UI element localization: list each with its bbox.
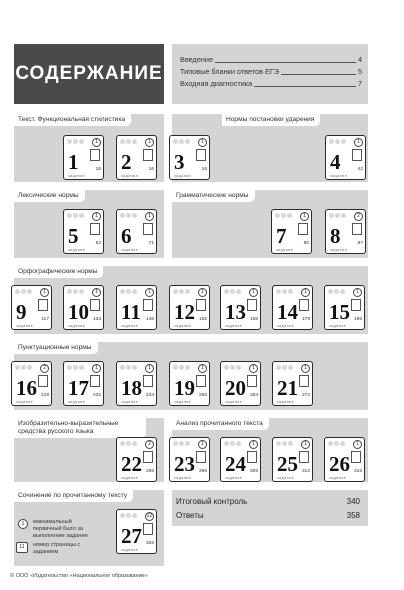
page-icon xyxy=(196,375,206,387)
difficulty-dots xyxy=(224,289,242,294)
max-score-badge: 1 xyxy=(92,138,101,147)
page-icon xyxy=(298,223,308,235)
toc-item[interactable]: Типовые бланки ответов ЕГЭ 5 xyxy=(180,67,362,76)
page-icon xyxy=(196,149,206,161)
task-card-21[interactable] xyxy=(272,361,313,406)
task-number: 26 xyxy=(329,452,350,476)
task-label: задание xyxy=(225,476,243,480)
page-icon xyxy=(299,451,309,463)
page-icon xyxy=(196,451,206,463)
page-number: 52 xyxy=(95,241,101,246)
max-score-badge: 2 xyxy=(40,364,49,373)
toc-item[interactable]: Входная диагностика 7 xyxy=(180,79,362,88)
difficulty-dots xyxy=(120,513,138,518)
task-number: 9 xyxy=(16,300,27,324)
page-icon xyxy=(143,223,153,235)
task-label: задание xyxy=(277,476,295,480)
task-number: 1 xyxy=(68,150,79,174)
intro-toc xyxy=(172,44,368,104)
task-number: 12 xyxy=(174,300,195,324)
difficulty-dots xyxy=(173,365,191,370)
section-title: Орфографические нормы xyxy=(14,266,103,278)
max-score-badge: 2 xyxy=(145,440,154,449)
task-card-27[interactable] xyxy=(116,509,157,554)
task-card-24[interactable] xyxy=(220,437,261,482)
page-icon xyxy=(351,451,361,463)
max-score-badge: 1 xyxy=(198,440,207,449)
task-label: задание xyxy=(329,476,347,480)
difficulty-dots xyxy=(120,441,138,446)
task-number: 10 xyxy=(68,300,89,324)
max-score-badge: 1 xyxy=(145,138,154,147)
difficulty-dots xyxy=(15,289,33,294)
page-number: 244 xyxy=(145,393,154,398)
difficulty-dots xyxy=(328,289,346,294)
page-number: 264 xyxy=(249,393,258,398)
section-title: Грамматические нормы xyxy=(172,190,255,202)
task-number: 2 xyxy=(121,150,132,174)
difficulty-dots xyxy=(224,441,242,446)
max-score-badge: 1 xyxy=(249,288,258,297)
page-number: 305 xyxy=(249,469,258,474)
page-title: СОДЕРЖАНИЕ xyxy=(14,44,164,104)
page-number: 16 xyxy=(148,167,154,172)
difficulty-dots xyxy=(67,289,85,294)
difficulty-dots xyxy=(275,213,293,218)
page-number: 117 xyxy=(41,317,49,322)
task-card-14[interactable] xyxy=(272,285,313,330)
difficulty-dots xyxy=(120,139,138,144)
difficulty-dots xyxy=(329,213,347,218)
task-number: 18 xyxy=(121,376,142,400)
section-title: Текст. Функциональная стилистика xyxy=(14,114,131,126)
page-number: 199 xyxy=(353,317,362,322)
task-card-23[interactable] xyxy=(169,437,210,482)
task-label: задание xyxy=(225,400,243,404)
task-card-15[interactable] xyxy=(324,285,365,330)
max-score-badge: 1 xyxy=(300,212,309,221)
page-number: 285 xyxy=(145,469,154,474)
difficulty-dots xyxy=(173,289,191,294)
difficulty-dots xyxy=(173,139,191,144)
page-number: 272 xyxy=(301,393,310,398)
task-label: задание xyxy=(68,400,86,404)
difficulty-dots xyxy=(120,213,138,218)
max-score-badge: 1 xyxy=(301,364,310,373)
final-item[interactable]: Ответы 358 xyxy=(176,511,360,520)
difficulty-dots xyxy=(276,365,294,370)
task-label: задание xyxy=(16,400,34,404)
max-score-badge: 1 xyxy=(353,288,362,297)
task-label: задание xyxy=(174,400,192,404)
page-icon xyxy=(90,149,100,161)
task-card-6[interactable] xyxy=(116,209,157,254)
task-label: задание xyxy=(277,324,295,328)
page-number: 218 xyxy=(40,393,49,398)
max-score-badge: 1 xyxy=(301,440,310,449)
task-label: задание xyxy=(121,324,139,328)
difficulty-dots xyxy=(276,289,294,294)
final-item[interactable]: Итоговый контроль 340 xyxy=(176,497,360,506)
page-legend-text: номер страницы с заданием xyxy=(33,542,81,555)
max-score-badge: 1 xyxy=(92,288,101,297)
task-number: 22 xyxy=(121,452,142,476)
task-label: задание xyxy=(121,548,139,552)
page-number: 16 xyxy=(201,167,207,172)
page-number: 168 xyxy=(249,317,258,322)
task-label: задание xyxy=(121,400,139,404)
task-label: задание xyxy=(68,324,86,328)
page-icon xyxy=(247,299,257,311)
max-score-badge: 2 xyxy=(354,212,363,221)
task-number: 17 xyxy=(68,376,89,400)
page-icon xyxy=(38,375,48,387)
max-score-badge: 1 xyxy=(354,138,363,147)
page-number: 326 xyxy=(145,541,154,546)
task-number: 5 xyxy=(68,224,79,248)
page-number: 179 xyxy=(301,317,310,322)
page-number: 133 xyxy=(92,317,101,322)
task-label: задание xyxy=(174,324,192,328)
page-number: 319 xyxy=(353,469,362,474)
page-icon xyxy=(247,375,257,387)
task-number: 14 xyxy=(277,300,298,324)
page-number: 97 xyxy=(357,241,363,246)
section-title: Пунктуационные нормы xyxy=(14,342,98,354)
page-icon xyxy=(352,149,362,161)
task-card-3[interactable] xyxy=(169,135,210,180)
task-number: 3 xyxy=(174,150,185,174)
max-score-badge: 1 xyxy=(198,138,207,147)
task-number: 8 xyxy=(330,224,341,248)
section-title: Анализ прочитанного текста xyxy=(172,418,269,430)
page-number: 312 xyxy=(301,469,310,474)
max-score-badge: 1 xyxy=(249,440,258,449)
footer-copyright: © ООО «Издательство «Национальное образование» xyxy=(10,573,148,579)
task-label: задание xyxy=(330,174,348,178)
difficulty-dots xyxy=(120,365,138,370)
task-label: задание xyxy=(16,324,34,328)
badge-legend-icon: 1 xyxy=(18,519,28,529)
task-card-12[interactable] xyxy=(169,285,210,330)
task-card-25[interactable] xyxy=(272,437,313,482)
task-card-22[interactable] xyxy=(116,437,157,482)
task-number: 19 xyxy=(174,376,195,400)
page-icon xyxy=(299,299,309,311)
page-number: 256 xyxy=(198,393,207,398)
max-score-badge: 22 xyxy=(146,513,153,519)
task-number: 21 xyxy=(277,376,298,400)
max-score-badge: 1 xyxy=(249,364,258,373)
task-number: 20 xyxy=(225,376,246,400)
task-label: задание xyxy=(121,476,139,480)
difficulty-dots xyxy=(67,365,85,370)
max-score-badge: 1 xyxy=(353,440,362,449)
task-number: 15 xyxy=(329,300,350,324)
task-label: задание xyxy=(174,174,192,178)
page-number: 16 xyxy=(95,167,101,172)
task-card-18[interactable] xyxy=(116,361,157,406)
task-label: задание xyxy=(68,174,86,178)
task-label: задание xyxy=(277,400,295,404)
max-score-badge: 1 xyxy=(92,212,101,221)
task-card-4[interactable] xyxy=(325,135,366,180)
page-icon xyxy=(143,375,153,387)
page-icon xyxy=(247,451,257,463)
task-number: 7 xyxy=(276,224,287,248)
task-card-5[interactable] xyxy=(63,209,104,254)
task-card-13[interactable] xyxy=(220,285,261,330)
task-card-8[interactable] xyxy=(325,209,366,254)
page-number: 71 xyxy=(148,241,154,246)
max-score-badge: 1 xyxy=(145,364,154,373)
task-card-26[interactable] xyxy=(324,437,365,482)
task-number: 13 xyxy=(225,300,246,324)
task-number: 4 xyxy=(330,150,341,174)
section-title: Сочинение по прочитанному тексту xyxy=(14,490,133,502)
page-icon xyxy=(352,223,362,235)
task-number: 23 xyxy=(174,452,195,476)
max-score-badge: 1 xyxy=(301,288,310,297)
task-card-20[interactable] xyxy=(220,361,261,406)
section-title: Лексические нормы xyxy=(14,190,85,202)
task-card-2[interactable] xyxy=(116,135,157,180)
page-number: 80 xyxy=(303,241,309,246)
section-title: Нормы постановки ударения xyxy=(222,114,320,126)
max-score-badge: 1 xyxy=(40,288,49,297)
task-card-19[interactable] xyxy=(169,361,210,406)
task-card-10[interactable] xyxy=(63,285,104,330)
difficulty-dots xyxy=(276,441,294,446)
page-icon xyxy=(38,299,48,311)
max-score-badge: 1 xyxy=(198,288,207,297)
task-number: 6 xyxy=(121,224,132,248)
page-icon xyxy=(351,299,361,311)
difficulty-dots xyxy=(224,365,242,370)
page-icon xyxy=(143,299,153,311)
difficulty-dots xyxy=(15,365,33,370)
page-legend-icon: 11 xyxy=(16,542,28,553)
task-number: 24 xyxy=(225,452,246,476)
page-icon xyxy=(90,375,100,387)
page-icon xyxy=(196,299,206,311)
page-number: 232 xyxy=(92,393,101,398)
task-number: 27 xyxy=(121,524,142,548)
task-label: задание xyxy=(225,324,243,328)
page-icon xyxy=(143,451,153,463)
difficulty-dots xyxy=(329,139,347,144)
task-card-16[interactable] xyxy=(11,361,52,406)
task-label: задание xyxy=(121,248,139,252)
page-icon xyxy=(143,149,153,161)
section-panel xyxy=(172,490,368,526)
task-label: задание xyxy=(68,248,86,252)
task-card-1[interactable] xyxy=(63,135,104,180)
page-icon xyxy=(143,523,153,535)
task-number: 16 xyxy=(16,376,37,400)
difficulty-dots xyxy=(67,139,85,144)
toc-item[interactable]: Введение 4 xyxy=(180,55,362,64)
task-card-17[interactable] xyxy=(63,361,104,406)
task-label: задание xyxy=(174,476,192,480)
max-score-badge: 1 xyxy=(145,212,154,221)
task-label: задание xyxy=(329,324,347,328)
page-number: 296 xyxy=(198,469,207,474)
page-number: 146 xyxy=(145,317,154,322)
task-card-9[interactable] xyxy=(11,285,52,330)
task-card-7[interactable] xyxy=(271,209,312,254)
task-number: 11 xyxy=(121,300,141,324)
max-score-badge: 1 xyxy=(92,364,101,373)
page-number: 42 xyxy=(357,167,363,172)
badge-legend-text: максимальный первичный балл за выполнение задания xyxy=(33,519,88,539)
difficulty-dots xyxy=(120,289,138,294)
max-score-badge: 1 xyxy=(198,364,207,373)
section-title: Изобразительно-выразительные средства русского языка xyxy=(14,418,146,438)
page-number: 155 xyxy=(198,317,207,322)
difficulty-dots xyxy=(173,441,191,446)
page-icon xyxy=(299,375,309,387)
difficulty-dots xyxy=(328,441,346,446)
page-icon xyxy=(90,223,100,235)
page-icon xyxy=(90,299,100,311)
task-label: задание xyxy=(330,248,348,252)
task-number: 25 xyxy=(277,452,298,476)
task-card-11[interactable] xyxy=(116,285,157,330)
task-label: задание xyxy=(276,248,294,252)
task-label: задание xyxy=(121,174,139,178)
difficulty-dots xyxy=(67,213,85,218)
max-score-badge: 1 xyxy=(145,288,154,297)
